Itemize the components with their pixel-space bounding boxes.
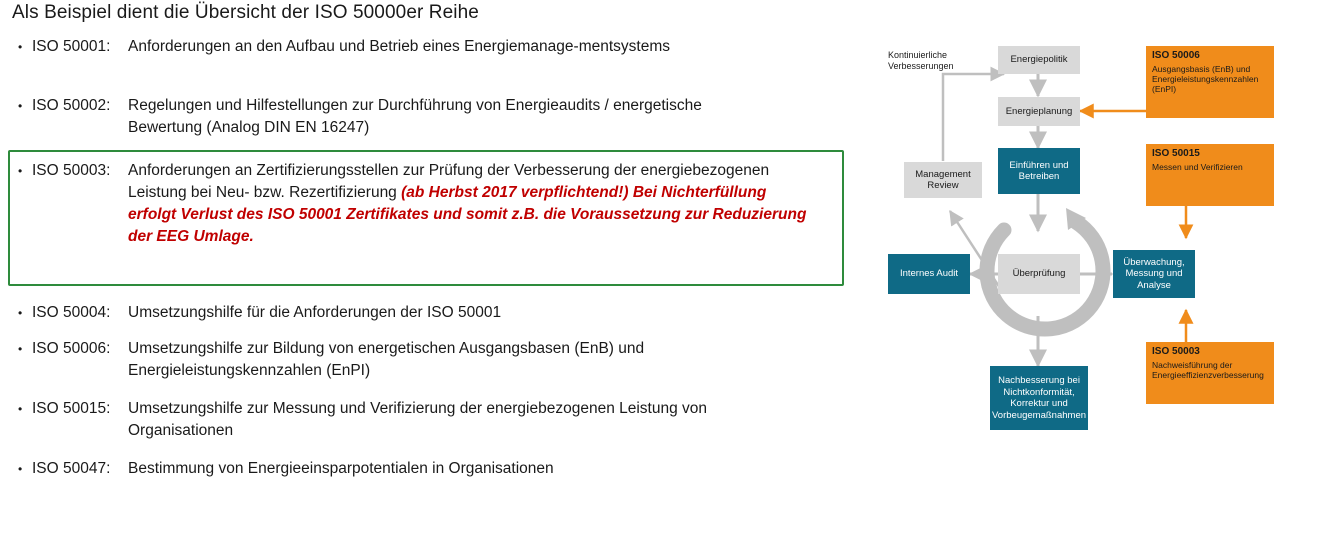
list-item-code: ISO 50002: — [32, 97, 111, 114]
list-item — [18, 458, 778, 480]
standard-title: ISO 50003 — [1152, 346, 1200, 357]
standard-box-iso-50006 — [1146, 46, 1274, 118]
standard-box-iso-50003 — [1146, 342, 1274, 404]
standard-subtitle: Ausgangsbasis (EnB) und Energieleistungskennzahlen (EnPI) — [1152, 64, 1259, 94]
content-column — [8, 0, 846, 548]
standard-subtitle: Messen und Verifizieren — [1152, 162, 1243, 172]
node-internes-audit: Internes Audit — [888, 254, 970, 294]
list-item — [18, 338, 778, 382]
bullet-icon: • — [18, 99, 23, 113]
list-item-text: Anforderungen an den Aufbau und Betrieb eines Energiemanage-mentsystems — [128, 38, 670, 55]
list-item-text: Umsetzungshilfe zur Bildung von energetischen Ausgangsbasen (EnB) und Energieleistungskennzahlen (EnPI) — [128, 340, 645, 379]
node-management-review: Management Review — [904, 162, 982, 198]
list-item-code: ISO 50004: — [32, 304, 111, 321]
pdca-diagram — [880, 26, 1320, 496]
node-energiepolitik: Energiepolitik — [998, 46, 1080, 74]
bullet-icon: • — [18, 462, 23, 476]
list-item-text — [128, 160, 818, 248]
list-item-text: Bestimmung von Energieeinsparpotentialen in Organisationen — [128, 460, 554, 477]
list-item-text: Regelungen und Hilfestellungen zur Durchführung von Energieaudits / energetische Bewertung (Analog DIN EN 16247) — [128, 97, 702, 136]
list-item — [18, 398, 778, 442]
bullet-icon: • — [18, 402, 23, 416]
node-energieplanung: Energieplanung — [998, 97, 1080, 126]
list-item-text-plain: Anforderungen an Zertifizierungsstellen zur Prüfung der Verbesserung der energiebezogenen Leistung bei Neu- bzw. Rezertifizierung — [128, 162, 770, 201]
list-item — [18, 95, 738, 139]
label-kontinuierliche-verbesserungen: Kontinuierliche Verbesserungen — [888, 50, 954, 71]
list-item-code: ISO 50015: — [32, 400, 111, 417]
standard-box-iso-50015 — [1146, 144, 1274, 206]
standard-title: ISO 50015 — [1152, 148, 1200, 159]
list-item-code: ISO 50047: — [32, 460, 111, 477]
bullet-icon: • — [18, 164, 23, 178]
bullet-icon: • — [18, 342, 23, 356]
list-item — [18, 302, 758, 324]
standard-title: ISO 50006 — [1152, 50, 1200, 61]
node-einfuehren-und-betreiben: Einführen und Betreiben — [998, 148, 1080, 194]
bullet-icon: • — [18, 306, 23, 320]
list-item-text: Umsetzungshilfe zur Messung und Verifizierung der energiebezogenen Leistung von Organisationen — [128, 400, 708, 439]
list-item-code: ISO 50003: — [32, 162, 111, 179]
list-item-iso-50003 — [18, 160, 818, 248]
node-nachbesserung: Nachbesserung bei Nichtkonformität, Korrektur und Vorbeugemaßnahmen — [990, 366, 1088, 430]
list-item-code: ISO 50006: — [32, 340, 111, 357]
standard-subtitle: Nachweisführung der Energieeffizienzverbesserung — [1152, 360, 1264, 380]
node-ueberwachung-messung-analyse: Überwachung, Messung und Analyse — [1113, 250, 1195, 298]
list-item-code: ISO 50001: — [32, 38, 111, 55]
bullet-icon: • — [18, 40, 23, 54]
page-title: Als Beispiel dient die Übersicht der ISO 50000er Reihe — [12, 2, 479, 23]
list-item — [18, 36, 718, 58]
list-item-text: Umsetzungshilfe für die Anforderungen der ISO 50001 — [128, 304, 502, 321]
node-ueberpruefung: Überprüfung — [998, 254, 1080, 294]
list-item-text-emphasis: (ab Herbst 2017 verpflichtend!) Bei Nichterfüllung erfolgt Verlust des ISO 50001 Zertifikates und somit z.B. die Voraussetzung zur Reduzierung der EEG Umlage. — [128, 184, 807, 245]
